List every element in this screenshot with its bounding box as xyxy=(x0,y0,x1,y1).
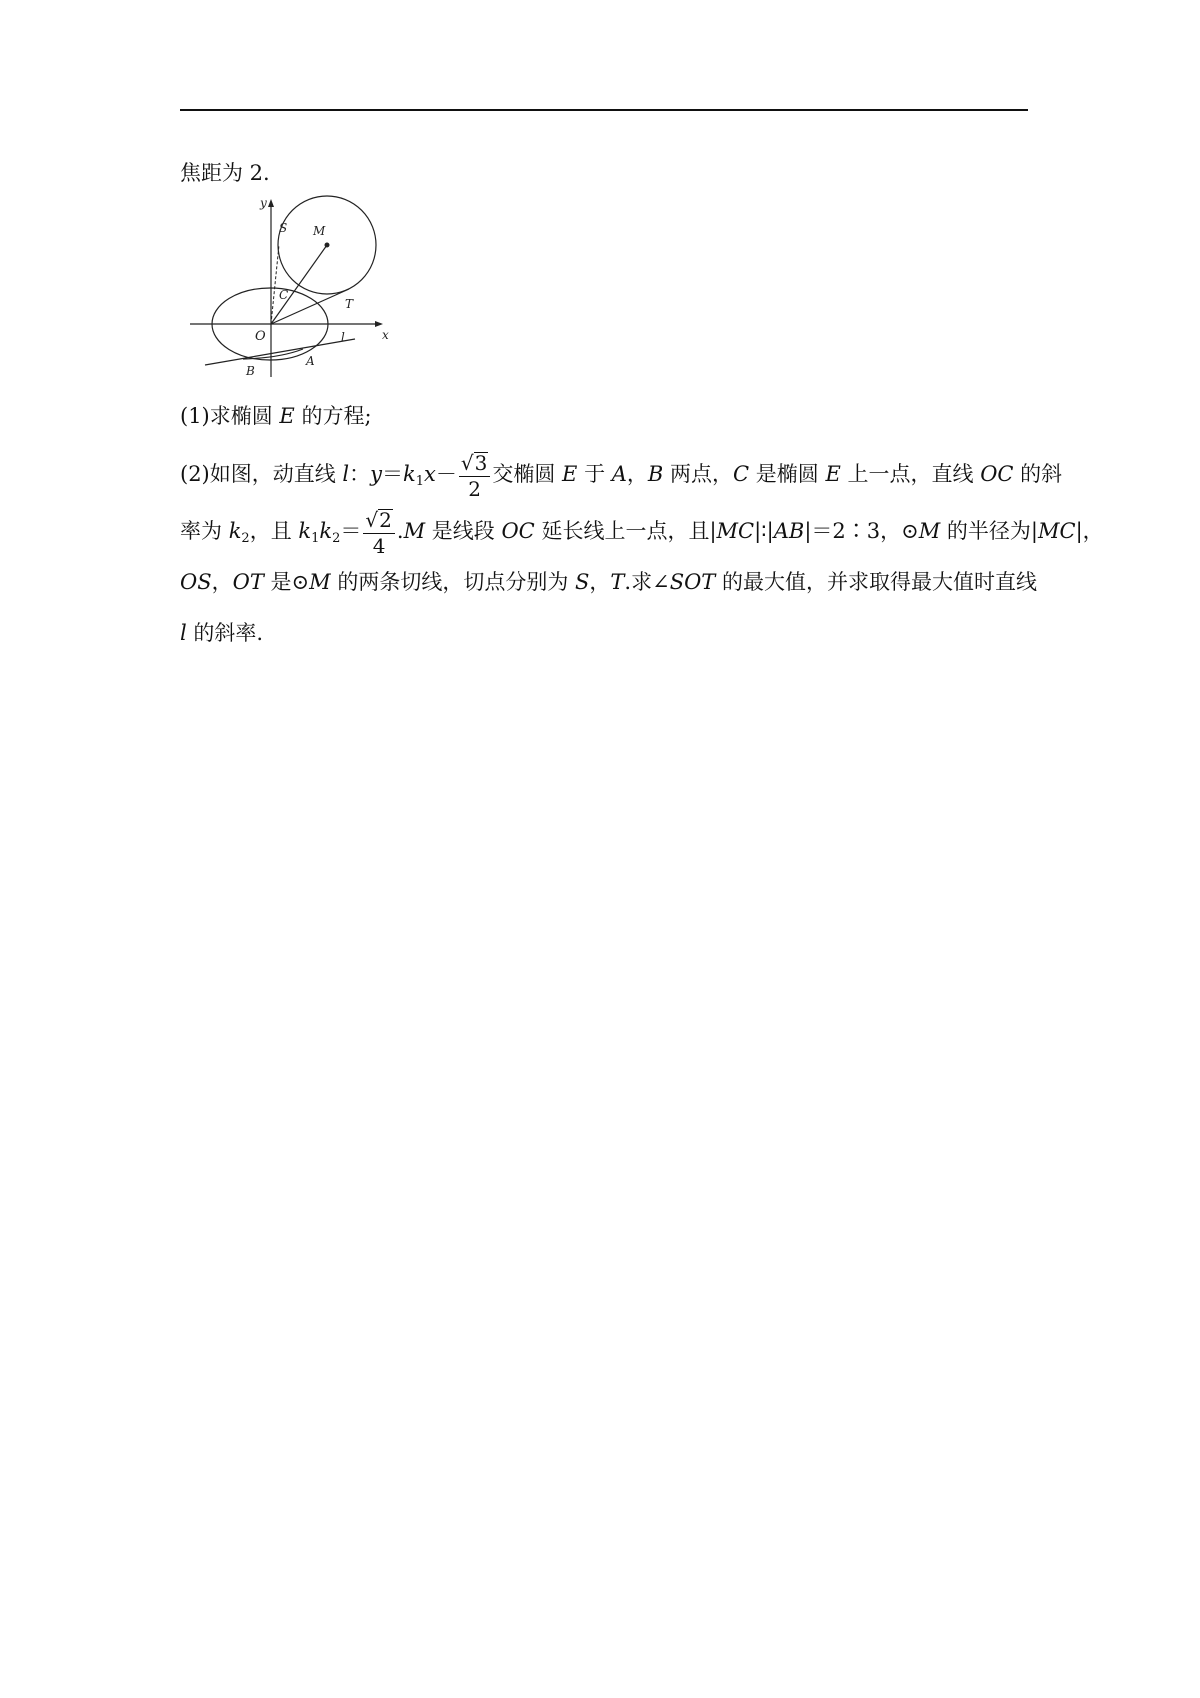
label-C: C xyxy=(279,288,289,302)
question-2-line-4: l 的斜率. xyxy=(180,621,264,645)
y-axis-arrow xyxy=(268,199,274,207)
question-1: (1)求椭圆 E 的方程; xyxy=(180,404,372,428)
label-A: A xyxy=(306,354,315,368)
label-l: l xyxy=(341,330,345,344)
fraction-sqrt3-over-2: $\frac{√3}{2}$ xyxy=(459,450,490,501)
focal-distance-text: 焦距为 2. xyxy=(180,161,270,185)
x-axis-arrow xyxy=(375,321,383,327)
line-l xyxy=(205,339,355,365)
header-rule xyxy=(180,109,1028,111)
tangent-OS xyxy=(271,245,279,324)
question-2-line-3: OS，OT 是⊙M 的两条切线，切点分别为 S，T.求∠SOT 的最大值，并求取得最大值时直线 xyxy=(180,570,1037,594)
label-B: B xyxy=(246,364,255,378)
label-x: x xyxy=(382,328,389,342)
label-S: S xyxy=(279,221,288,235)
label-M: M xyxy=(313,224,326,238)
label-T: T xyxy=(345,297,354,311)
label-y: y xyxy=(260,196,267,210)
label-O: O xyxy=(255,329,266,344)
question-2-line-1: (2)如图，动直线 l：$y=k_1x-$ $\frac{√3}{2}$ 交椭圆 E 于 A，B 两点，C 是椭圆 E 上一点，直线 OC 的斜 xyxy=(180,451,1063,501)
geometry-figure xyxy=(185,195,400,380)
question-2-line-2: 率为 $k_2$，且 $k_1k_2=$ $\frac{√2}{4}$ .M 是线段 OC 延长线上一点，且|MC|∶|AB|＝2∶3，⊙M 的半径为|MC|， xyxy=(180,508,1104,558)
fraction-sqrt2-over-4: $\frac{√2}{4}$ xyxy=(363,507,394,558)
